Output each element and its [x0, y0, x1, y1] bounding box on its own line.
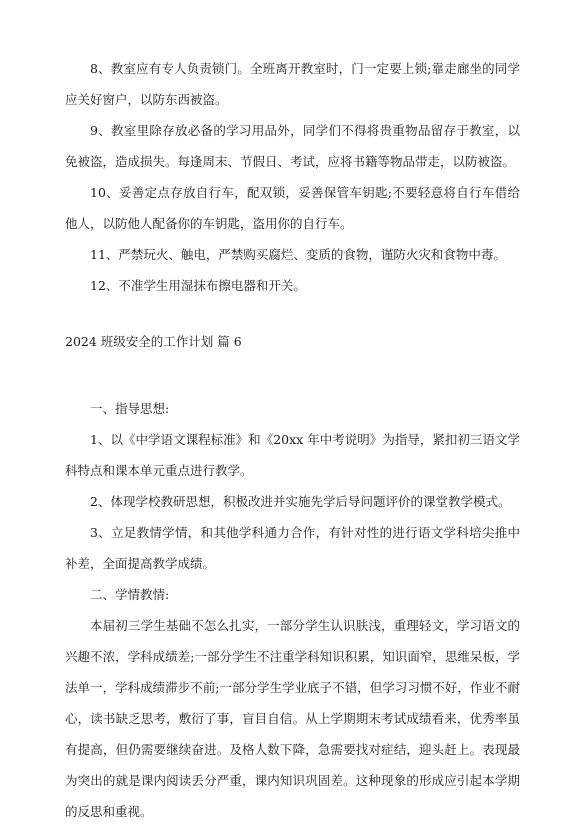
section-heading-learning-situation: 二、学情教情: [90, 587, 170, 602]
paragraph-guiding-1: 1、以《中学语文课程标准》和《20xx 年中考说明》为指导，紧扣初三语文学科特点和课本单元重点进行教学。 [65, 432, 520, 478]
paragraph-guiding-2: 2、体现学校教研思想，积极改进并实施先学后导问题评价的课堂教学模式。 [90, 494, 511, 509]
section-title: 2024 班级安全的工作计划 篇 6 [65, 334, 242, 349]
paragraph-item-10: 10、妥善定点存放自行车，配双锁，妥善保管车钥匙;不要轻意将自行车借给他人，以防他人配备你的车钥匙，盗用你的自行车。 [65, 185, 520, 231]
paragraph-item-8: 8、教室应有专人负责锁门。全班离开教室时，门一定要上锁;靠走廊坐的同学应关好窗户，以防东西被盗。 [65, 61, 520, 107]
section-heading-guiding-ideology: 一、指导思想: [90, 401, 170, 416]
paragraph-item-11: 11、严禁玩火、触电，严禁购买腐烂、变质的食物，谨防火灾和食物中毒。 [90, 247, 506, 262]
paragraph-item-9: 9、教室里除存放必备的学习用品外，同学们不得将贵重物品留存于教室，以免被盗，造成损失。每逢周末、节假日、考试，应将书籍等物品带走，以防被盗。 [65, 123, 520, 169]
paragraph-item-12: 12、不准学生用湿抹布擦电器和开关。 [90, 278, 306, 293]
paragraph-guiding-3: 3、立足教情学情，和其他学科通力合作，有针对性的进行语文学科培尖推中补差，全面提高教学成绩。 [65, 525, 520, 571]
paragraph-learning-situation: 本届初三学生基础不怎么扎实，一部分学生认识肤浅，重理轻文，学习语文的兴趣不浓，学科成绩差;一部分学生不注重学科知识积累，知识面窄，思维呆板，学法单一，学科成绩滞步不前;一部分学生学业底子不错，但学习习惯不好，作业不耐心，读书缺乏思考，敷衍了事，盲目自信。从上学期期末考试成绩看来，优秀率虽有提高，但仍需要继续奋进。及格人数下降，急需要找对症结，迎头赶上。表现最为突出的就是课内阅读丢分严重，课内知识巩固差。这种现象的形成应引起本学期的反思和重视。 [65, 618, 520, 819]
